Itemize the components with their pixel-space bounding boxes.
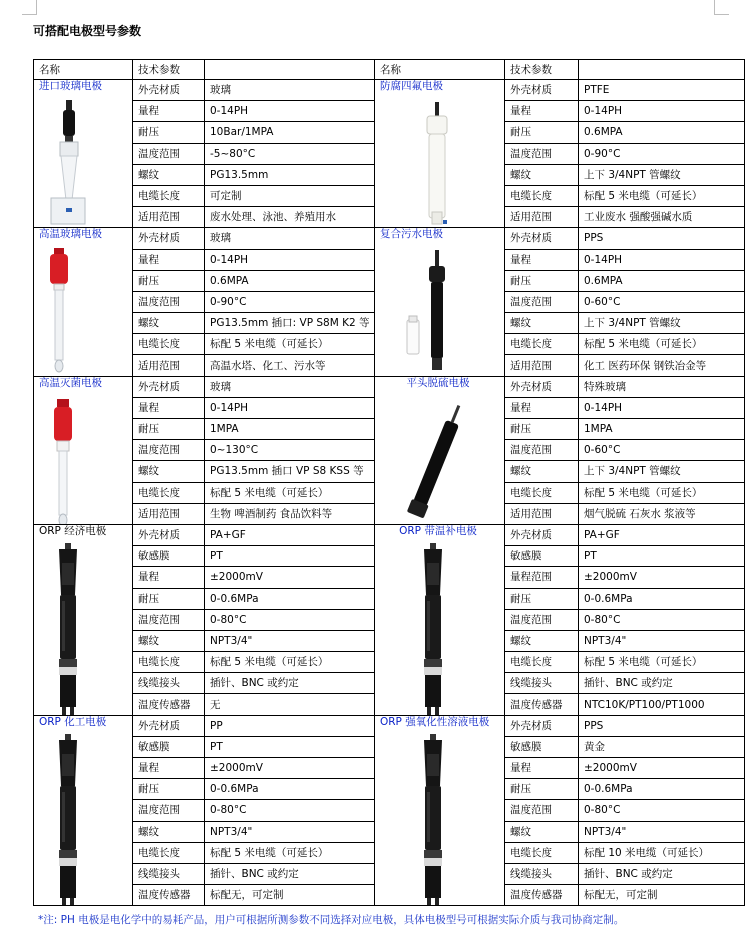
param-label: 适用范围 <box>505 207 579 228</box>
param-value: ±2000mV <box>205 758 375 779</box>
param-label: 量程 <box>505 397 579 418</box>
param-value: ±2000mV <box>205 567 375 588</box>
param-value: PTFE <box>579 80 745 101</box>
param-value: 0-80°C <box>579 800 745 821</box>
electrode-name: ORP 带温补电极 <box>399 524 477 537</box>
param-value: 0-90°C <box>579 143 745 164</box>
param-label: 敏感膜 <box>133 736 205 757</box>
electrode-image <box>413 543 453 715</box>
param-value: 标配无，可定制 <box>205 885 375 906</box>
param-value: 0-14PH <box>579 101 745 122</box>
param-label: 耐压 <box>505 779 579 800</box>
param-label: 量程 <box>505 249 579 270</box>
param-value: PA+GF <box>579 524 745 545</box>
param-label: 电缆长度 <box>133 185 205 206</box>
electrode-name-cell <box>375 524 505 715</box>
param-label: 线缆接头 <box>133 863 205 884</box>
param-label: 螺纹 <box>505 461 579 482</box>
param-label: 适用范围 <box>505 355 579 376</box>
param-value: NPT3/4" <box>205 821 375 842</box>
param-label: 温度传感器 <box>133 885 205 906</box>
param-value: NPT3/4" <box>205 630 375 651</box>
param-value: 上下 3/4NPT 管螺纹 <box>579 313 745 334</box>
electrode-spec-table <box>33 59 745 906</box>
param-value: 无 <box>205 694 375 715</box>
param-value: PPS <box>579 228 745 249</box>
param-label: 螺纹 <box>133 313 205 334</box>
param-value: 0-80°C <box>205 800 375 821</box>
header-blank <box>579 60 745 80</box>
param-label: 外壳材质 <box>505 715 579 736</box>
param-label: 耐压 <box>505 270 579 291</box>
table-row <box>34 80 745 101</box>
param-value: PT <box>205 736 375 757</box>
param-label: 电缆长度 <box>505 652 579 673</box>
param-label: 耐压 <box>505 419 579 440</box>
page-corner-mark <box>22 0 37 15</box>
param-value: 0~130°C <box>205 440 375 461</box>
param-label: 外壳材质 <box>133 376 205 397</box>
param-value: 化工 医药环保 钢铁冶金等 <box>579 355 745 376</box>
param-label: 螺纹 <box>133 461 205 482</box>
param-value: 1MPA <box>205 419 375 440</box>
param-label: 外壳材质 <box>505 228 579 249</box>
param-value: 标配 5 米电缆（可延长） <box>579 482 745 503</box>
electrode-image <box>42 399 82 525</box>
param-label: 量程 <box>505 758 579 779</box>
param-label: 敏感膜 <box>505 546 579 567</box>
electrode-image <box>48 734 88 906</box>
param-value: 0-14PH <box>579 249 745 270</box>
param-label: 电缆长度 <box>133 652 205 673</box>
param-value: 标配 5 米电缆（可延长） <box>579 652 745 673</box>
param-value: NTC10K/PT100/PT1000 <box>579 694 745 715</box>
param-value: 0-60°C <box>579 291 745 312</box>
param-label: 螺纹 <box>133 821 205 842</box>
param-value: 特殊玻璃 <box>579 376 745 397</box>
param-label: 外壳材质 <box>133 715 205 736</box>
param-value: 插针、BNC 或约定 <box>579 863 745 884</box>
electrode-name: 进口玻璃电极 <box>39 80 102 92</box>
param-label: 外壳材质 <box>505 524 579 545</box>
param-label: 量程范围 <box>505 567 579 588</box>
electrode-image <box>38 248 78 376</box>
electrode-name: ORP 经济电极 <box>39 524 107 537</box>
param-value: 标配 5 米电缆（可延长） <box>579 334 745 355</box>
param-label: 温度范围 <box>133 143 205 164</box>
param-label: 温度范围 <box>133 800 205 821</box>
electrode-name-cell <box>34 80 133 228</box>
electrode-name: 高温玻璃电极 <box>39 228 102 241</box>
electrode-name: 平头脱硫电极 <box>406 376 470 389</box>
header-blank <box>205 60 375 80</box>
param-label: 温度范围 <box>505 143 579 164</box>
param-value: 0.6MPA <box>579 122 745 143</box>
param-value: 废水处理、泳池、养殖用水 <box>205 207 375 228</box>
param-label: 螺纹 <box>133 630 205 651</box>
param-value: 标配 5 米电缆（可延长） <box>205 842 375 863</box>
param-value: 0-90°C <box>205 291 375 312</box>
electrode-name: 复合污水电极 <box>380 228 443 241</box>
param-value: 1MPA <box>579 419 745 440</box>
param-value: 上下 3/4NPT 管螺纹 <box>579 164 745 185</box>
param-label: 外壳材质 <box>505 376 579 397</box>
table-row <box>34 376 745 397</box>
param-value: 插针、BNC 或约定 <box>205 673 375 694</box>
param-label: 电缆长度 <box>133 842 205 863</box>
electrode-name-cell <box>34 715 133 906</box>
param-value: 高温水塔、化工、污水等 <box>205 355 375 376</box>
param-label: 温度传感器 <box>505 885 579 906</box>
electrode-name: ORP 化工电极 <box>39 715 107 728</box>
param-label: 温度范围 <box>133 609 205 630</box>
param-label: 适用范围 <box>133 207 205 228</box>
param-label: 外壳材质 <box>133 80 205 101</box>
param-label: 电缆长度 <box>133 334 205 355</box>
header-name: 名称 <box>34 60 133 80</box>
param-value: 0-80°C <box>205 609 375 630</box>
electrode-name: ORP 强氧化性溶液电极 <box>380 715 490 728</box>
param-label: 线缆接头 <box>505 863 579 884</box>
electrode-name: 防腐四氟电极 <box>380 80 443 92</box>
param-value: 0-14PH <box>205 101 375 122</box>
param-value: 0.6MPA <box>205 270 375 291</box>
param-label: 线缆接头 <box>505 673 579 694</box>
param-value: 插针、BNC 或约定 <box>205 863 375 884</box>
table-row <box>34 524 745 545</box>
param-value: PP <box>205 715 375 736</box>
param-value: 0-14PH <box>205 249 375 270</box>
param-label: 耐压 <box>133 779 205 800</box>
param-label: 螺纹 <box>505 821 579 842</box>
electrode-name-cell <box>375 228 505 376</box>
param-value: 玻璃 <box>205 228 375 249</box>
electrode-image <box>405 250 465 376</box>
param-value: 上下 3/4NPT 管螺纹 <box>579 461 745 482</box>
param-value: 插针、BNC 或约定 <box>579 673 745 694</box>
param-value: 标配 5 米电缆（可延长） <box>205 334 375 355</box>
param-value: NPT3/4" <box>579 630 745 651</box>
param-value: 标配 5 米电缆（可延长） <box>205 482 375 503</box>
electrode-image <box>417 102 457 228</box>
param-label: 量程 <box>133 249 205 270</box>
param-value: 标配 5 米电缆（可延长） <box>579 185 745 206</box>
param-label: 适用范围 <box>133 355 205 376</box>
param-value: 标配 10 米电缆（可延长） <box>579 842 745 863</box>
param-label: 螺纹 <box>133 164 205 185</box>
param-value: PG13.5mm <box>205 164 375 185</box>
param-label: 电缆长度 <box>505 482 579 503</box>
param-label: 温度范围 <box>505 440 579 461</box>
param-value: 标配无，可定制 <box>579 885 745 906</box>
param-label: 适用范围 <box>505 503 579 524</box>
electrode-name-cell <box>375 376 505 524</box>
param-label: 耐压 <box>133 419 205 440</box>
electrode-name-cell <box>34 524 133 715</box>
param-label: 线缆接头 <box>133 673 205 694</box>
param-label: 外壳材质 <box>133 524 205 545</box>
param-value: 玻璃 <box>205 376 375 397</box>
param-value: 0.6MPA <box>579 270 745 291</box>
header-param: 技术参数 <box>133 60 205 80</box>
param-value: 0-0.6MPa <box>579 588 745 609</box>
param-value: PT <box>579 546 745 567</box>
param-label: 耐压 <box>505 122 579 143</box>
param-value: PG13.5mm 插口: VP S8M K2 等 <box>205 313 375 334</box>
param-label: 适用范围 <box>133 503 205 524</box>
param-value: 0-0.6MPa <box>205 779 375 800</box>
param-label: 电缆长度 <box>505 842 579 863</box>
param-label: 螺纹 <box>505 164 579 185</box>
param-label: 量程 <box>133 567 205 588</box>
electrode-name-cell <box>34 376 133 524</box>
param-label: 耐压 <box>133 270 205 291</box>
param-label: 耐压 <box>505 588 579 609</box>
param-value: PPS <box>579 715 745 736</box>
header-name: 名称 <box>375 60 505 80</box>
electrode-name-cell <box>34 228 133 376</box>
electrode-image <box>413 734 453 906</box>
table-row <box>34 228 745 249</box>
param-value: 0-80°C <box>579 609 745 630</box>
param-label: 螺纹 <box>505 630 579 651</box>
electrode-name-cell <box>375 80 505 228</box>
param-label: 量程 <box>133 101 205 122</box>
param-value: 标配 5 米电缆（可延长） <box>205 652 375 673</box>
param-value: 0-14PH <box>579 397 745 418</box>
param-value: 烟气脱硫 石灰水 浆液等 <box>579 503 745 524</box>
electrode-name: 高温灭菌电极 <box>39 376 102 389</box>
param-label: 电缆长度 <box>133 482 205 503</box>
param-label: 温度范围 <box>505 609 579 630</box>
param-label: 量程 <box>505 101 579 122</box>
param-label: 电缆长度 <box>505 185 579 206</box>
param-label: 外壳材质 <box>133 228 205 249</box>
param-value: 生物 啤酒制药 食品饮料等 <box>205 503 375 524</box>
param-value: 黄金 <box>579 736 745 757</box>
param-value: 可定制 <box>205 185 375 206</box>
param-value: PG13.5mm 插口 VP S8 KSS 等 <box>205 461 375 482</box>
table-row <box>34 715 745 736</box>
param-value: ±2000mV <box>579 758 745 779</box>
param-value: 0-14PH <box>205 397 375 418</box>
param-label: 温度范围 <box>505 291 579 312</box>
electrode-image <box>48 543 88 715</box>
param-value: 0-0.6MPa <box>579 779 745 800</box>
param-label: 敏感膜 <box>133 546 205 567</box>
param-value: PA+GF <box>205 524 375 545</box>
param-label: 量程 <box>133 397 205 418</box>
header-param: 技术参数 <box>505 60 579 80</box>
param-label: 电缆长度 <box>505 334 579 355</box>
electrode-image <box>48 100 88 228</box>
param-label: 温度范围 <box>133 291 205 312</box>
param-value: PT <box>205 546 375 567</box>
electrode-name-cell <box>375 715 505 906</box>
param-value: 0-0.6MPa <box>205 588 375 609</box>
electrode-image <box>405 401 465 525</box>
param-label: 温度范围 <box>133 440 205 461</box>
param-value: NPT3/4" <box>579 821 745 842</box>
table-header-row <box>34 60 745 80</box>
param-label: 螺纹 <box>505 313 579 334</box>
footnote: *注: PH 电极是电化学中的易耗产品，用户可根据所测参数不同选择对应电极，具体电极型号可根据实际介质与我司协商定制。 <box>38 914 625 926</box>
param-value: -5~80°C <box>205 143 375 164</box>
param-value: 工业废水 强酸强碱水质 <box>579 207 745 228</box>
param-value: 0-60°C <box>579 440 745 461</box>
param-label: 量程 <box>133 758 205 779</box>
param-value: 10Bar/1MPA <box>205 122 375 143</box>
param-value: ±2000mV <box>579 567 745 588</box>
param-label: 外壳材质 <box>505 80 579 101</box>
param-label: 敏感膜 <box>505 736 579 757</box>
param-label: 温度传感器 <box>133 694 205 715</box>
param-label: 温度范围 <box>505 800 579 821</box>
page-corner-mark <box>714 0 729 15</box>
param-label: 耐压 <box>133 588 205 609</box>
param-label: 耐压 <box>133 122 205 143</box>
param-value: 玻璃 <box>205 80 375 101</box>
param-label: 温度传感器 <box>505 694 579 715</box>
page-title: 可搭配电极型号参数 <box>33 24 142 38</box>
